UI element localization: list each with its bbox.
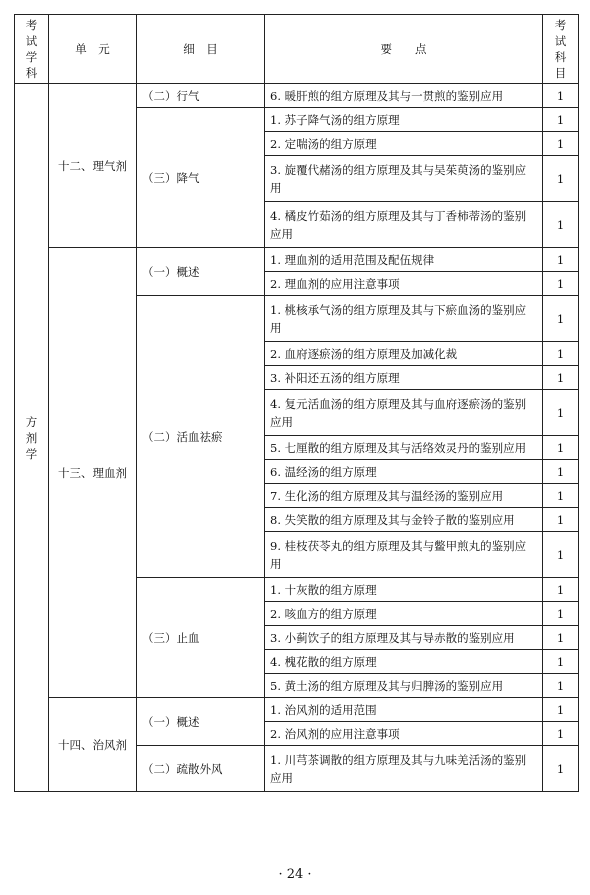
point-cell: 3. 小蓟饮子的组方原理及其与导赤散的鉴别应用 bbox=[265, 626, 543, 650]
point-cell: 4. 橘皮竹茹汤的组方原理及其与丁香柿蒂汤的鉴别应用 bbox=[265, 202, 543, 248]
point-cell: 1. 十灰散的组方原理 bbox=[265, 578, 543, 602]
count-cell: 1 bbox=[543, 508, 579, 532]
count-cell: 1 bbox=[543, 532, 579, 578]
point-cell: 1. 治风剂的适用范围 bbox=[265, 698, 543, 722]
point-cell: 2. 理血剂的应用注意事项 bbox=[265, 272, 543, 296]
count-cell: 1 bbox=[543, 722, 579, 746]
count-cell: 1 bbox=[543, 436, 579, 460]
detail-cell: （二）疏散外风 bbox=[137, 746, 265, 792]
header-unit: 单 元 bbox=[49, 15, 137, 84]
count-cell: 1 bbox=[543, 84, 579, 108]
point-cell: 2. 治风剂的应用注意事项 bbox=[265, 722, 543, 746]
syllabus-table bbox=[14, 14, 579, 792]
count-cell: 1 bbox=[543, 578, 579, 602]
point-cell: 4. 槐花散的组方原理 bbox=[265, 650, 543, 674]
count-cell: 1 bbox=[543, 272, 579, 296]
count-cell: 1 bbox=[543, 366, 579, 390]
point-cell: 2. 血府逐瘀汤的组方原理及加减化裁 bbox=[265, 342, 543, 366]
point-cell: 9. 桂枝茯苓丸的组方原理及其与鳖甲煎丸的鉴别应用 bbox=[265, 532, 543, 578]
count-cell: 1 bbox=[543, 674, 579, 698]
count-cell: 1 bbox=[543, 626, 579, 650]
point-cell: 5. 七厘散的组方原理及其与活络效灵丹的鉴别应用 bbox=[265, 436, 543, 460]
point-cell: 2. 定喘汤的组方原理 bbox=[265, 132, 543, 156]
table-body bbox=[15, 84, 579, 792]
header-detail: 细 目 bbox=[137, 15, 265, 84]
count-cell: 1 bbox=[543, 108, 579, 132]
point-cell: 3. 补阳还五汤的组方原理 bbox=[265, 366, 543, 390]
point-cell: 1. 桃核承气汤的组方原理及其与下瘀血汤的鉴别应用 bbox=[265, 296, 543, 342]
point-cell: 3. 旋覆代赭汤的组方原理及其与吴茱萸汤的鉴别应用 bbox=[265, 156, 543, 202]
point-cell: 5. 黄土汤的组方原理及其与归脾汤的鉴别应用 bbox=[265, 674, 543, 698]
detail-cell: （二）行气 bbox=[137, 84, 265, 108]
count-cell: 1 bbox=[543, 650, 579, 674]
subject-label: 方剂学 bbox=[25, 414, 38, 461]
point-cell: 4. 复元活血汤的组方原理及其与血府逐瘀汤的鉴别应用 bbox=[265, 390, 543, 436]
point-cell: 1. 川芎茶调散的组方原理及其与九味羌活汤的鉴别应用 bbox=[265, 746, 543, 792]
unit-cell: 十四、治风剂 bbox=[49, 698, 137, 792]
count-cell: 1 bbox=[543, 484, 579, 508]
subject-cell bbox=[15, 84, 49, 792]
header-point: 要 点 bbox=[265, 15, 543, 84]
count-cell: 1 bbox=[543, 156, 579, 202]
count-cell: 1 bbox=[543, 342, 579, 366]
point-cell: 6. 温经汤的组方原理 bbox=[265, 460, 543, 484]
count-cell: 1 bbox=[543, 602, 579, 626]
count-cell: 1 bbox=[543, 132, 579, 156]
count-cell: 1 bbox=[543, 390, 579, 436]
header-count: 考试科目 bbox=[543, 15, 579, 84]
unit-cell: 十三、理血剂 bbox=[49, 248, 137, 698]
point-cell: 2. 咳血方的组方原理 bbox=[265, 602, 543, 626]
table-row bbox=[15, 84, 579, 108]
table-row bbox=[15, 698, 579, 722]
table-row bbox=[15, 248, 579, 272]
header-subject: 考试学科 bbox=[15, 15, 49, 84]
count-cell: 1 bbox=[543, 248, 579, 272]
page-number: · 24 · bbox=[278, 867, 312, 882]
point-cell: 1. 苏子降气汤的组方原理 bbox=[265, 108, 543, 132]
detail-cell: （一）概述 bbox=[137, 248, 265, 296]
count-cell: 1 bbox=[543, 296, 579, 342]
count-cell: 1 bbox=[543, 202, 579, 248]
point-cell: 6. 暖肝煎的组方原理及其与一贯煎的鉴别应用 bbox=[265, 84, 543, 108]
detail-cell: （三）止血 bbox=[137, 578, 265, 698]
point-cell: 8. 失笑散的组方原理及其与金铃子散的鉴别应用 bbox=[265, 508, 543, 532]
detail-cell: （二）活血祛瘀 bbox=[137, 296, 265, 578]
point-cell: 7. 生化汤的组方原理及其与温经汤的鉴别应用 bbox=[265, 484, 543, 508]
count-cell: 1 bbox=[543, 746, 579, 792]
count-cell: 1 bbox=[543, 698, 579, 722]
table-header bbox=[15, 15, 579, 84]
count-cell: 1 bbox=[543, 460, 579, 484]
unit-cell: 十二、理气剂 bbox=[49, 84, 137, 248]
detail-cell: （三）降气 bbox=[137, 108, 265, 248]
point-cell: 1. 理血剂的适用范围及配伍规律 bbox=[265, 248, 543, 272]
detail-cell: （一）概述 bbox=[137, 698, 265, 746]
